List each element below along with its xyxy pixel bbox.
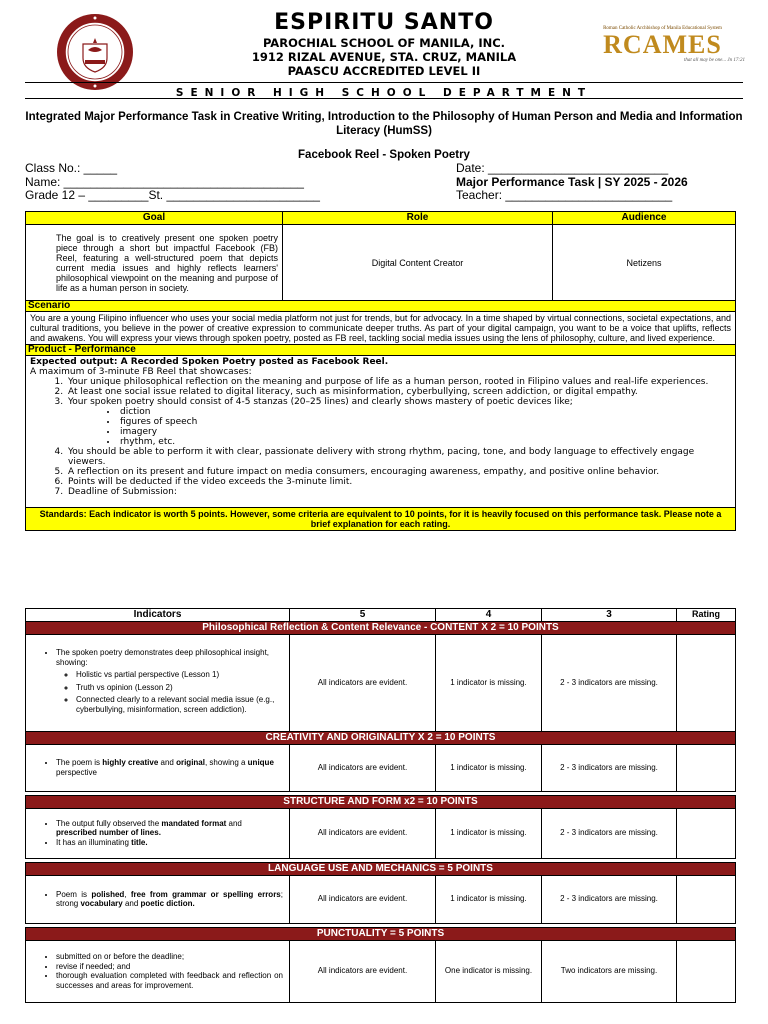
- rating-header: Rating: [677, 609, 736, 622]
- rating-cell[interactable]: [677, 875, 736, 923]
- rcames-top-line: Roman Catholic Archbishop of Manila Educational System: [603, 26, 722, 31]
- score-5-cell: All indicators are evident.: [290, 875, 436, 923]
- role-header: Role: [283, 212, 553, 225]
- school-name: ESPIRITU SANTO: [274, 10, 494, 35]
- product-details: [26, 356, 736, 508]
- list-item: ◦ Holistic vs partial perspective (Lesson 1): [76, 670, 283, 680]
- teacher-field: Teacher: _________________________: [456, 188, 673, 202]
- rating-cell[interactable]: [677, 744, 736, 791]
- list-item: ◦ Truth vs opinion (Lesson 2): [76, 683, 283, 693]
- list-item: • figures of speech: [118, 417, 731, 427]
- score-4-cell: 1 indicator is missing.: [436, 744, 542, 791]
- list-item: 6. Points will be deducted if the video exceeds the 3-minute limit.: [66, 477, 731, 487]
- list-item-text: Your spoken poetry should consist of 4-5 stanzas (20–25 lines) and clearly shows mastery of poetic devices like;: [68, 397, 573, 407]
- name-field: Name: ____________________________________: [25, 175, 304, 189]
- grade-section-field: Grade 12 – _________St. _______________________: [25, 188, 320, 202]
- score-5-header: 5: [290, 609, 436, 622]
- rcames-wordmark: RCAMES: [603, 30, 722, 59]
- score-5-cell: All indicators are evident.: [290, 744, 436, 791]
- department-bar: [25, 82, 743, 99]
- list-item: ◦ Connected clearly to a relevant social media issue (e.g., cyberbullying, misinformation, screen addiction).: [76, 695, 283, 714]
- rating-cell[interactable]: [677, 808, 736, 858]
- score-5-cell: All indicators are evident.: [290, 634, 436, 731]
- criteria-content: [26, 634, 290, 731]
- list-item: • thorough evaluation completed with feedback and reflection on successes and areas for improvement.: [56, 971, 283, 990]
- score-5-cell: All indicators are evident.: [290, 808, 436, 858]
- school-seal-logo: [55, 12, 135, 92]
- scenario-text: You are a young Filipino influencer who uses your social media platform not just for trends, but for advocacy. In a time shaped by virtual connections, societal expectations, and cultural traditions, you believe in the power of creative expression to communicate deeper truths. As part of your digital campaign, you want to be a voice that uplifts, reflects and awakens. You will express your views through spoken poetry, posted as FB reel, tackling social media issues using the lens of philosophy, culture, and lived experience.: [26, 312, 736, 345]
- criteria-language: • Poem is polished, free from grammar or spelling errors; strong vocabulary and poetic diction.: [26, 875, 290, 923]
- list-item: 7. Deadline of Submission:: [66, 487, 731, 497]
- criteria-punctuality: [26, 940, 290, 1002]
- score-3-cell: 2 - 3 indicators are missing.: [542, 744, 677, 791]
- audience-text: Netizens: [553, 225, 736, 301]
- letterhead: [0, 0, 768, 104]
- list-item: • rhythm, etc.: [118, 437, 731, 447]
- requirements-list: [66, 377, 731, 497]
- section-language: LANGUAGE USE AND MECHANICS = 5 POINTS: [26, 862, 736, 875]
- score-4-cell: 1 indicator is missing.: [436, 634, 542, 731]
- class-no-field: Class No.: _____: [25, 161, 118, 175]
- criteria-structure: • The output fully observed the mandated format and prescribed number of lines. • It has an illuminating title.: [26, 808, 290, 858]
- department-label: SENIOR HIGH SCHOOL DEPARTMENT: [175, 87, 593, 99]
- task-title: Integrated Major Performance Task in Creative Writing, Introduction to the Philosophy of Human Person and Media and Information Literacy (HumSS): [25, 111, 743, 137]
- score-5-cell: All indicators are evident.: [290, 940, 436, 1002]
- rating-cell[interactable]: [677, 634, 736, 731]
- criteria-creativity: • The poem is highly creative and original, showing a unique perspective: [26, 744, 290, 791]
- product-header: Product - Performance: [26, 345, 736, 356]
- school-address: 1912 RIZAL AVENUE, STA. CRUZ, MANILA: [251, 50, 517, 64]
- standards-note: Standards: Each indicator is worth 5 points. However, some criteria are equivalent to 10 points, for it is heavily focused on this performance task. Please note a brief explanation for each rating.: [26, 508, 736, 531]
- task-subtitle: Facebook Reel - Spoken Poetry: [298, 149, 470, 161]
- scenario-header: Scenario: [26, 301, 736, 312]
- rcames-logo: [580, 26, 745, 66]
- score-4-cell: 1 indicator is missing.: [436, 875, 542, 923]
- score-3-cell: 2 - 3 indicators are missing.: [542, 808, 677, 858]
- date-field: Date: ___________________________: [456, 161, 669, 175]
- rubric-table: [25, 608, 736, 1003]
- score-4-cell: One indicator is missing.: [436, 940, 542, 1002]
- list-item: • submitted on or before the deadline;: [56, 952, 283, 962]
- section-content: Philosophical Reflection & Content Relevance - CONTENT X 2 = 10 POINTS: [26, 621, 736, 634]
- indicators-header: Indicators: [26, 609, 290, 622]
- list-item: • diction: [118, 407, 731, 417]
- list-item: • imagery: [118, 427, 731, 437]
- list-item: 1. Your unique philosophical reflection on the meaning and purpose of life as a human person, rooted in Filipino values and real-life experiences.: [66, 377, 731, 387]
- section-punctuality: PUNCTUALITY = 5 POINTS: [26, 927, 736, 940]
- score-3-header: 3: [542, 609, 677, 622]
- school-name-line2: PAROCHIAL SCHOOL OF MANILA, INC.: [262, 36, 506, 50]
- list-item: • revise if needed; and: [56, 962, 283, 972]
- list-item: 4. You should be able to perform it with clear, passionate delivery with strong rhythm, pacing, tone, and body language to effectively engage viewers.: [66, 447, 731, 467]
- poetic-devices-list: [118, 407, 731, 447]
- list-item: 5. A reflection on its present and future impact on media consumers, encouraging awareness, empathy, and positive online behavior.: [66, 467, 731, 477]
- list-item: 2. At least one social issue related to digital literacy, such as misinformation, cyberbullying, screen addiction, or digital empathy.: [66, 387, 731, 397]
- accreditation: PAASCU ACCREDITED LEVEL II: [287, 64, 481, 78]
- grasps-table: [25, 211, 736, 531]
- rating-cell[interactable]: [677, 940, 736, 1002]
- score-3-cell: 2 - 3 indicators are missing.: [542, 634, 677, 731]
- mpt-label: Major Performance Task | SY 2025 - 2026: [456, 175, 688, 189]
- goal-text: The goal is to creatively present one spoken poetry piece through a short but impactful Facebook (FB) Reel, featuring a well-structured poem that depicts current media issues and highly reflects learners' philosophical viewpoint on the meaning and purpose of life as a human person in society.: [26, 225, 283, 301]
- max-length-line: A maximum of 3-minute FB Reel that showcases:: [30, 367, 252, 377]
- score-3-cell: Two indicators are missing.: [542, 940, 677, 1002]
- score-4-header: 4: [436, 609, 542, 622]
- rcames-tagline: that all may be one... Jn 17:21: [684, 58, 745, 63]
- criteria-text: The spoken poetry demonstrates deep philosophical insight, showing:: [56, 648, 270, 667]
- expected-output: Expected output: A Recorded Spoken Poetry posted as Facebook Reel.: [30, 357, 389, 367]
- section-structure: STRUCTURE AND FORM x2 = 10 POINTS: [26, 795, 736, 808]
- section-creativity: CREATIVITY AND ORIGINALITY X 2 = 10 POINTS: [26, 731, 736, 744]
- score-4-cell: 1 indicator is missing.: [436, 808, 542, 858]
- goal-header: Goal: [26, 212, 283, 225]
- audience-header: Audience: [553, 212, 736, 225]
- score-3-cell: 2 - 3 indicators are missing.: [542, 875, 677, 923]
- role-text: Digital Content Creator: [283, 225, 553, 301]
- list-item: [66, 397, 731, 447]
